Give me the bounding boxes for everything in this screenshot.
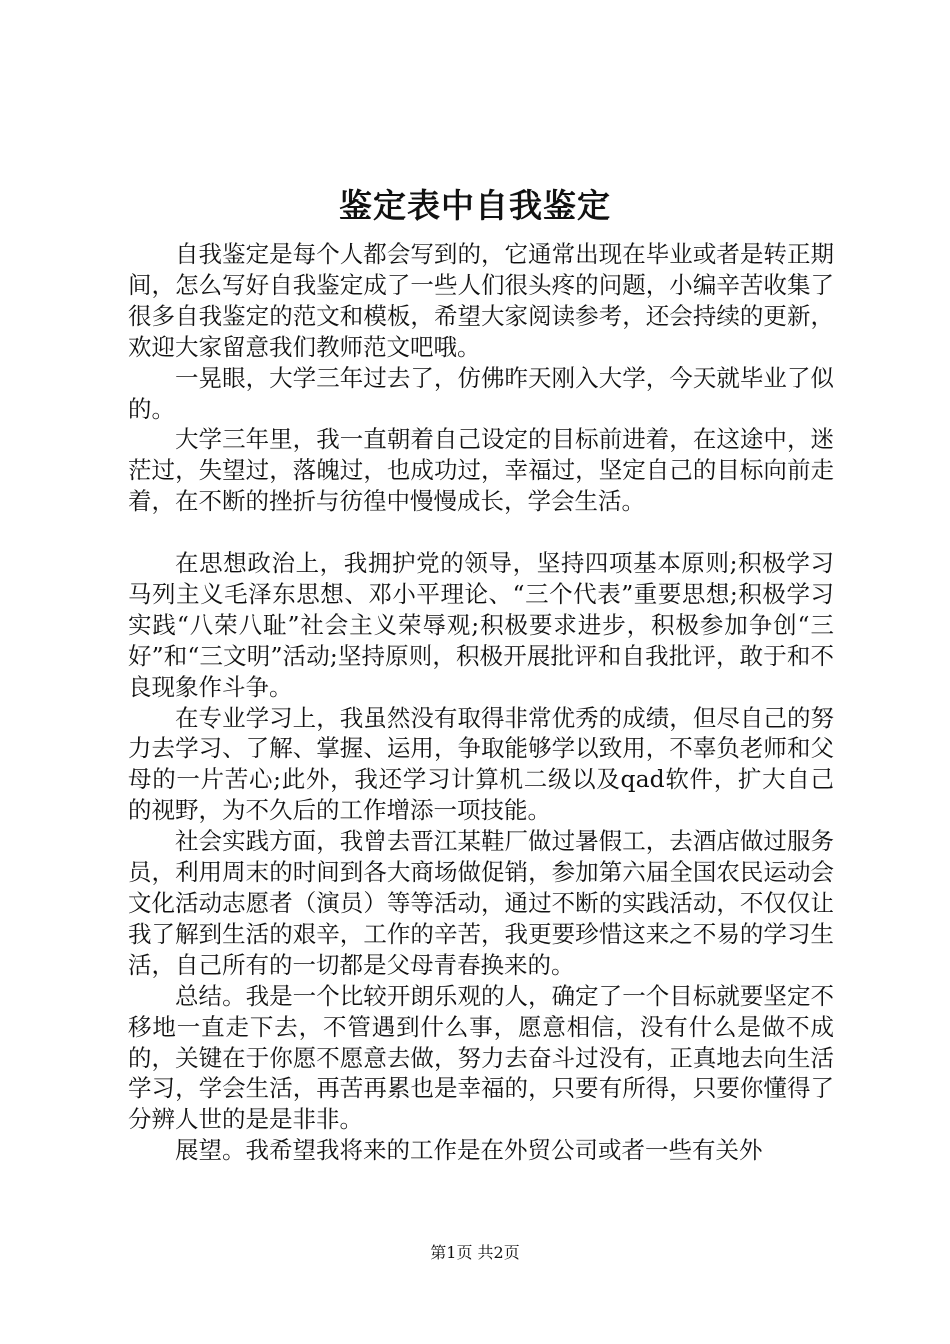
paragraph-study: 在专业学习上，我虽然没有取得非常优秀的成绩，但尽自己的努力去学习、了解、掌握、运用，争取能够学以致用，不辜负老师和父母的一片苦心;此外，我还学习计算机二级以及qad软件，扩大自己的视野，为不久后的工作增添一项技能。 <box>128 703 834 825</box>
document-title: 鉴定表中自我鉴定 <box>339 186 611 225</box>
paragraph-social-practice: 社会实践方面，我曾去晋江某鞋厂做过暑假工，去酒店做过服务员，利用周末的时间到各大商场做促销，参加第六届全国农民运动会文化活动志愿者（演员）等等活动，通过不断的实践活动，不仅仅让我了解到生活的艰辛，工作的辛苦，我更要珍惜这来之不易的学习生活，自己所有的一切都是父母青春换来的。 <box>128 827 834 979</box>
page-number-footer: 第1页 共2页 <box>430 1243 520 1262</box>
paragraph-summary: 总结。我是一个比较开朗乐观的人，确定了一个目标就要坚定不移地一直走下去，不管遇到什么事，愿意相信，没有什么是做不成的，关键在于你愿不愿意去做，努力去奋斗过没有，正真地去向生活学习，学会生活，再苦再累也是幸福的，只要有所得，只要你懂得了分辨人世的是是非非。 <box>128 981 834 1134</box>
paragraph-intro: 自我鉴定是每个人都会写到的，它通常出现在毕业或者是转正期间，怎么写好自我鉴定成了一些人们很头疼的问题，小编辛苦收集了很多自我鉴定的范文和模板，希望大家阅读参考，还会持续的更新，欢迎大家留意我们教师范文吧哦。 <box>128 240 834 361</box>
paragraph-three-years: 大学三年里，我一直朝着自己设定的目标前进着，在这途中，迷茫过，失望过，落魄过，也成功过，幸福过，坚定自己的目标向前走着，在不断的挫折与彷徨中慢慢成长，学会生活。 <box>128 425 834 516</box>
paragraph-opening: 一晃眼，大学三年过去了，仿佛昨天刚入大学，今天就毕业了似的。 <box>128 363 834 423</box>
paragraph-politics: 在思想政治上，我拥护党的领导，坚持四项基本原则;积极学习马列主义毛泽东思想、邓小平理论、“三个代表”重要思想;积极学习实践“八荣八耻”社会主义荣辱观;积极要求进步，积极参加争创“三好”和“三文明”活动;坚持原则，积极开展批评和自我批评，敢于和不良现象作斗争。 <box>128 549 834 701</box>
paragraph-outlook: 展望。我希望我将来的工作是在外贸公司或者一些有关外 <box>175 1136 763 1165</box>
document-body <box>128 239 834 1166</box>
